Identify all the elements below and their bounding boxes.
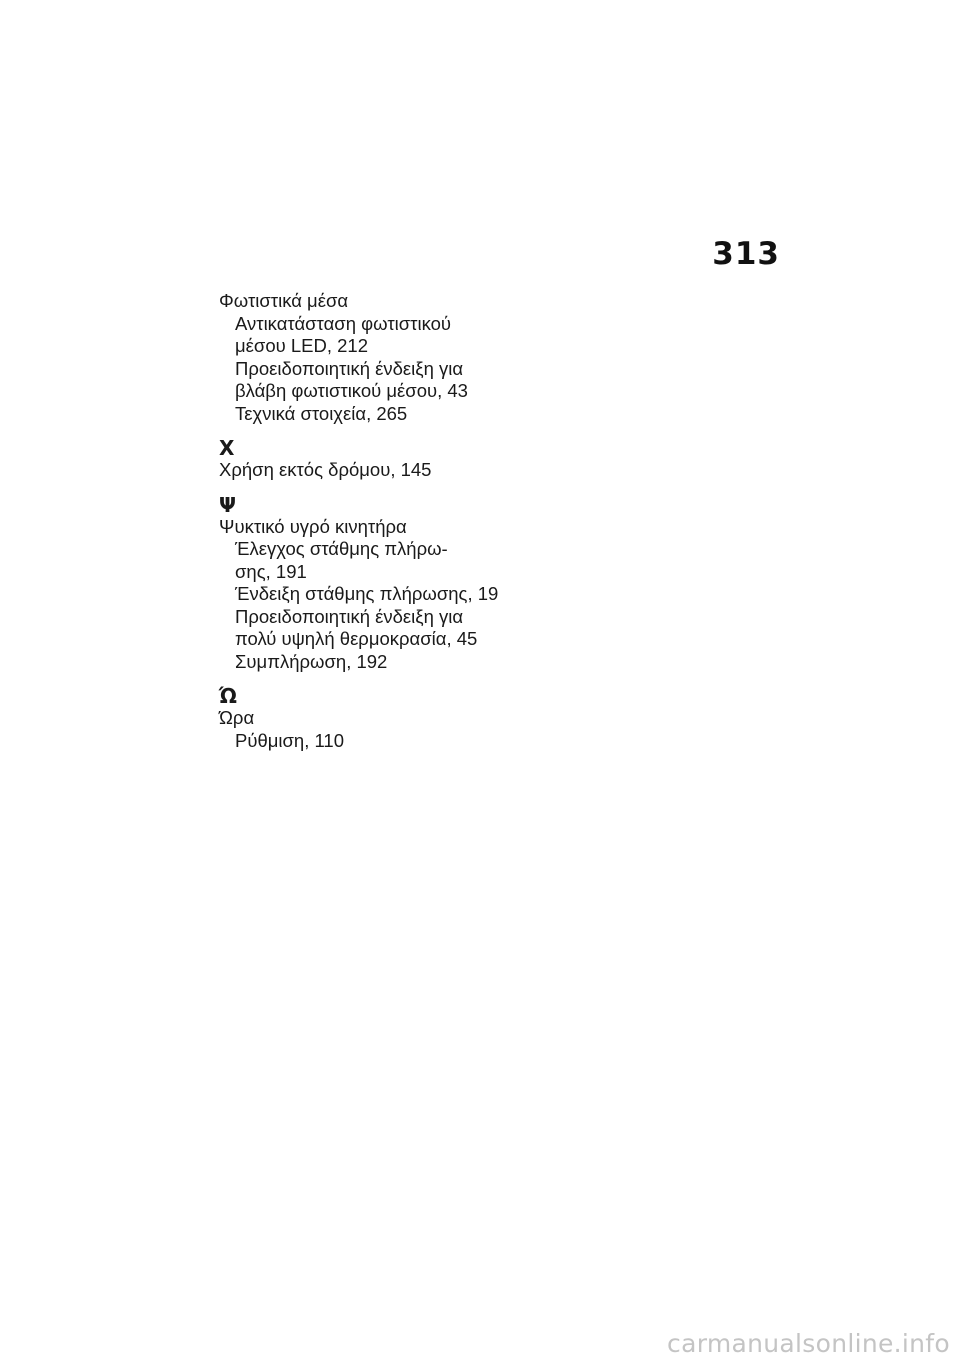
index-subentry: βλάβη φωτιστικού μέσου, 43	[235, 380, 468, 401]
index-subentry: Έλεγχος στάθμης πλήρω-	[235, 538, 448, 559]
index-entry: Ψυκτικό υγρό κινητήρα	[219, 515, 407, 537]
section-letter: Ώ	[219, 684, 237, 708]
index-section	[219, 494, 519, 674]
index-subentry: Προειδοποιητική ένδειξη για	[235, 605, 464, 627]
section-letter: Χ	[219, 436, 235, 460]
index-entry: Χρήση εκτός δρόμου, 145	[219, 459, 432, 480]
index-subentry: Τεχνικά στοιχεία, 265	[235, 402, 408, 424]
index-subentry: πολύ υψηλή θερμοκρασία, 45	[235, 628, 478, 649]
index-subentry: Ρύθμιση, 110	[235, 729, 344, 751]
section-letter: Ψ	[219, 492, 236, 517]
index-subentry: σης, 191	[235, 560, 307, 582]
index-section	[219, 685, 519, 752]
index-subentry: Προειδοποιητική ένδειξη για	[235, 357, 464, 379]
index-subentry: Συμπλήρωση, 192	[235, 650, 388, 672]
index-list	[219, 290, 519, 752]
index-subentry: Αντικατάσταση φωτιστικού	[235, 312, 452, 334]
index-section	[219, 437, 519, 482]
index-entry: Ώρα	[219, 707, 255, 728]
index-subentry: Ένδειξη στάθμης πλήρωσης, 19	[235, 583, 499, 604]
index-entry: Φωτιστικά μέσα	[219, 290, 349, 311]
page-number: 313	[712, 236, 780, 272]
index-section	[219, 290, 519, 425]
index-subentry: μέσου LED, 212	[235, 335, 369, 356]
watermark: carmanualsonline.info	[667, 1329, 950, 1358]
